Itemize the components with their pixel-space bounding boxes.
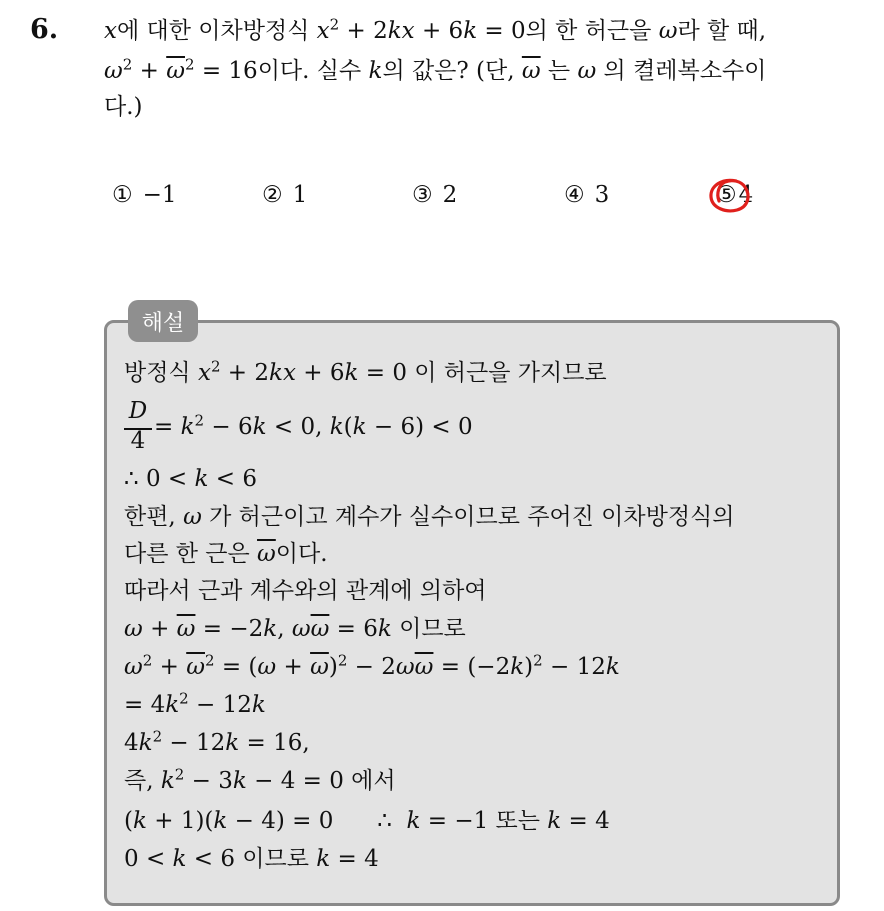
solution-line-3: ∴ 0 < k < 6 [124,466,257,492]
solution-line-6: 따라서 근과 계수와의 관계에 의하여 [124,578,487,604]
choice-1[interactable]: ① −1 [112,182,177,208]
choice-3[interactable]: ③ 2 [412,182,458,208]
solution-line-9: = $4k^2 - 12k$ [124,689,266,718]
fraction-d-over-4: D 4 [124,398,152,458]
solution-tab-label: 해설 [128,300,198,342]
solution-line-4: 한편, ω 가 허근이고 계수가 실수이므로 주어진 이차방정식의 [124,504,735,530]
solution-line-13: 0 < k < 6 이므로 k = 4 [124,846,379,872]
choice-2[interactable]: ② 1 [262,182,308,208]
choice-5[interactable]: ⑤4 [716,182,754,208]
solution-line-8: $\omega^2 + \overline{\omega}^2 = (\omega + \overline{\omega})^2 - 2\omega\overline{\omega} = (-2k)^2 - 12k$ [124,651,620,680]
question-text-line-1: x에 대한 이차방정식 $x^2 + 2kx + 6k = 0$의 한 허근을 ω라 할 때, [104,15,767,44]
answer-circle-mark [706,176,754,216]
solution-line-1: 방정식 $x^2 + 2kx + 6k = 0$ 이 허근을 가지므로 [124,357,607,386]
question-text-line-3: 다.) [104,94,143,120]
solution-line-11: 즉, $k^2 - 3k - 4 = 0$ 에서 [124,765,396,794]
solution-line-7: $\omega + \overline{\omega} = -2k$, $\omega\overline{\omega} = 6k$ 이므로 [124,616,466,642]
solution-line-5: 다른 한 근은 $\overline{\omega}$이다. [124,541,328,567]
question-text-line-2: $\omega^2 + \overline{\omega}^2 = 16$이다. 실수 k의 값은? (단, $\overline{\omega}$ 는 ω 의 켤레복소수이 [104,55,767,84]
question-number: 6. [30,14,59,45]
solution-line-12: (k + 1)(k − 4) = 0 ∴ k = −1 또는 k = 4 [124,808,610,834]
solution-line-10: $4k^2 - 12k = 16$, [124,727,310,756]
solution-line-2: = $k^2 - 6k < 0$, k(k − 6) < 0 [154,411,473,440]
choice-4[interactable]: ④ 3 [564,182,610,208]
